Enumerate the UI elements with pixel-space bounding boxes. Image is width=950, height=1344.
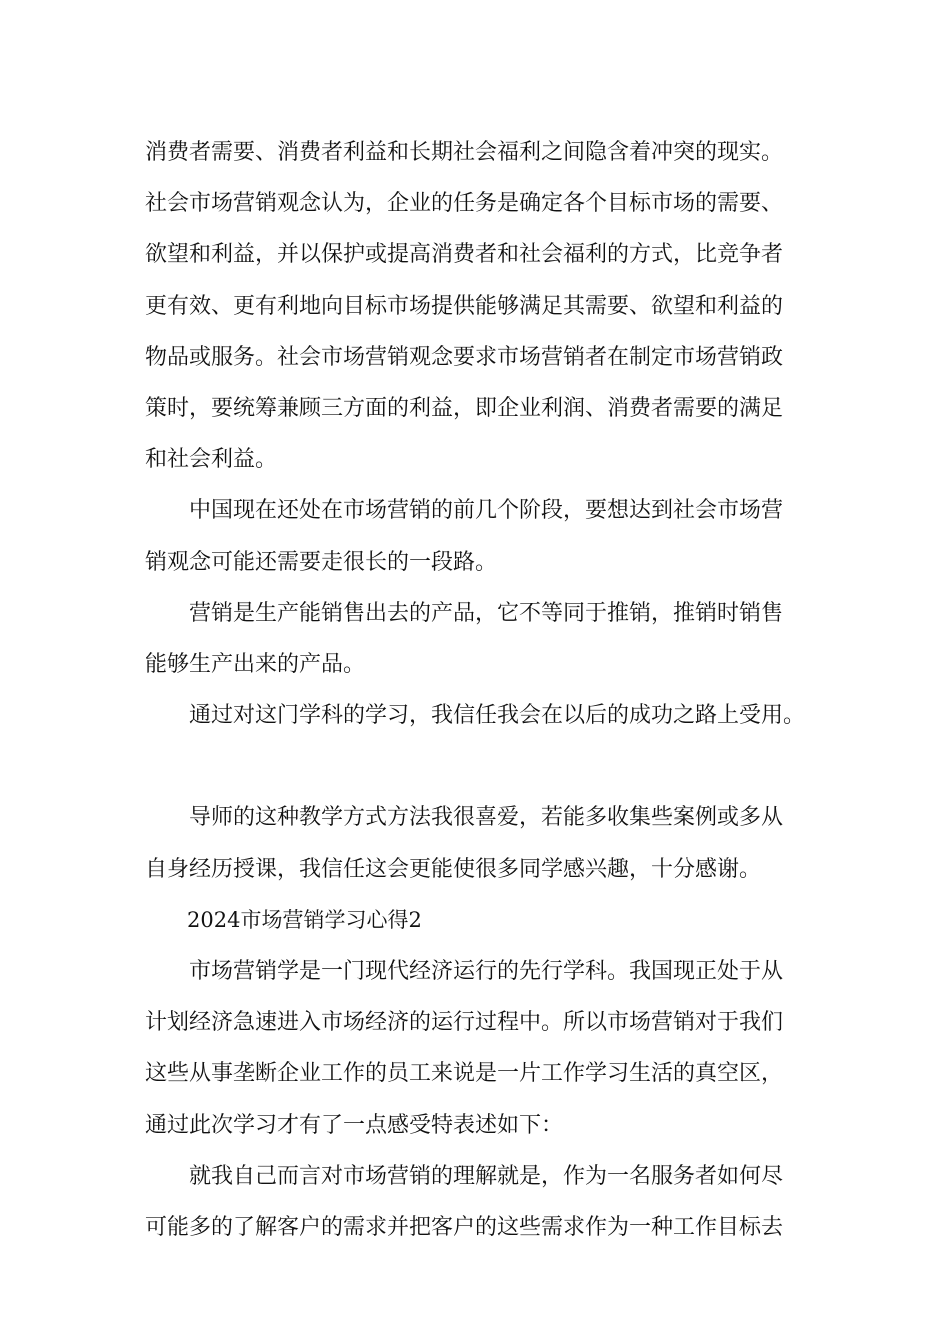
text-line: 物品或服务。社会市场营销观念要求市场营销者在制定市场营销政 [145, 344, 784, 370]
paragraph-first-line: 中国现在还处在市场营销的前几个阶段，要想达到社会市场营 [189, 498, 784, 524]
text-line: 消费者需要、消费者利益和长期社会福利之间隐含着冲突的现实。 [145, 140, 784, 165]
text-line: 策时，要统筹兼顾三方面的利益，即企业利润、消费者需要的满足 [145, 395, 784, 421]
text-line: 能够生产出来的产品。 [145, 651, 366, 677]
paragraph-first-line: 就我自己而言对市场营销的理解就是，作为一名服务者如何尽 [189, 1163, 784, 1189]
paragraph-first-line: 通过对这门学科的学习，我信任我会在以后的成功之路上受用。 [189, 703, 806, 729]
text-line: 销观念可能还需要走很长的一段路。 [145, 549, 498, 575]
text-line: 这些从事垄断企业工作的员工来说是一片工作学习生活的真空区， [145, 1061, 784, 1087]
text-line: 和社会利益。 [145, 447, 278, 473]
text-line: 通过此次学习才有了一点感受特表述如下： [145, 1112, 564, 1138]
text-line: 社会市场营销观念认为，企业的任务是确定各个目标市场的需要、 [145, 191, 784, 217]
text-line: 可能多的了解客户的需求并把客户的这些需求作为一种工作目标去 [145, 1214, 784, 1240]
blank-line [145, 741, 815, 792]
section-heading: 2024市场营销学习心得2 [187, 907, 422, 932]
document-body [145, 127, 815, 1253]
paragraph-first-line: 营销是生产能销售出去的产品，它不等同于推销，推销时销售 [189, 600, 784, 626]
text-line: 自身经历授课，我信任这会更能使很多同学感兴趣，十分感谢。 [145, 856, 762, 882]
text-line: 计划经济急速进入市场经济的运行过程中。所以市场营销对于我们 [145, 1010, 784, 1036]
text-line: 欲望和利益，并以保护或提高消费者和社会福利的方式，比竞争者 [145, 242, 784, 268]
text-line: 更有效、更有利地向目标市场提供能够满足其需要、欲望和利益的 [145, 293, 784, 319]
paragraph-first-line: 市场营销学是一门现代经济运行的先行学科。我国现正处于从 [189, 959, 784, 984]
paragraph-first-line: 导师的这种教学方式方法我很喜爱，若能多收集些案例或多从 [189, 805, 784, 831]
